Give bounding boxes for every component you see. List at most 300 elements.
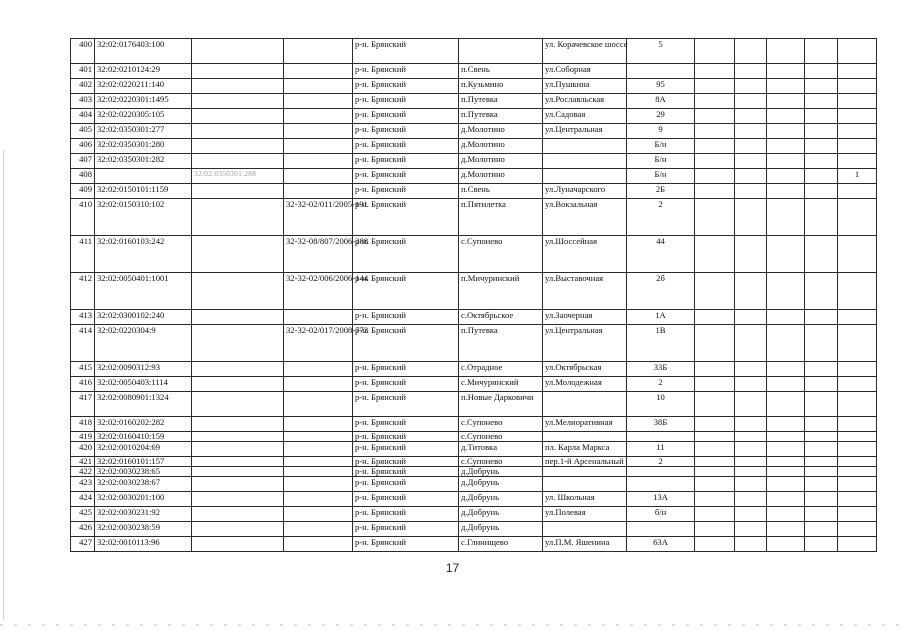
cadastral-number-cell: 32:02:0150310:102 xyxy=(95,199,192,236)
district-cell: р-н. Брянский xyxy=(353,377,459,392)
empty-cell xyxy=(805,377,838,392)
street-cell: ул.Пушкина xyxy=(543,79,627,94)
table-row xyxy=(71,199,877,236)
empty-cell xyxy=(735,432,767,442)
registration-number-cell xyxy=(284,377,353,392)
flag-cell xyxy=(838,417,877,432)
cadastral-number-cell: 32:02:0010204:69 xyxy=(95,442,192,457)
settlement-cell: п.Путевка xyxy=(459,325,543,362)
table-row xyxy=(71,417,877,432)
district-cell: р-н. Брянский xyxy=(353,310,459,325)
flag-cell xyxy=(838,467,877,477)
empty-cell xyxy=(735,184,767,199)
district-cell: р-н. Брянский xyxy=(353,94,459,109)
empty-cell xyxy=(805,64,838,79)
street-cell xyxy=(543,467,627,477)
old-cadastral-number-cell xyxy=(192,377,284,392)
table-row xyxy=(71,169,877,184)
house-number-cell xyxy=(627,522,695,537)
table-row xyxy=(71,139,877,154)
empty-cell xyxy=(735,477,767,492)
flag-cell xyxy=(838,507,877,522)
old-cadastral-number-cell xyxy=(192,139,284,154)
empty-cell xyxy=(767,522,805,537)
page-number: 17 xyxy=(445,561,460,575)
row-number: 419 xyxy=(71,432,95,442)
empty-cell xyxy=(695,273,735,310)
district-cell: р-н. Брянский xyxy=(353,109,459,124)
empty-cell xyxy=(735,79,767,94)
district-cell: р-н. Брянский xyxy=(353,467,459,477)
house-number-cell: 44 xyxy=(627,236,695,273)
house-number-cell: 11 xyxy=(627,442,695,457)
empty-cell xyxy=(695,457,735,467)
settlement-cell: д.Добрунь xyxy=(459,467,543,477)
row-number: 427 xyxy=(71,537,95,552)
empty-cell xyxy=(735,169,767,184)
table-row xyxy=(71,492,877,507)
settlement-cell: д.Молотино xyxy=(459,154,543,169)
table-row xyxy=(71,273,877,310)
registration-number-cell xyxy=(284,492,353,507)
district-cell: р-н. Брянский xyxy=(353,39,459,64)
empty-cell xyxy=(735,139,767,154)
flag-cell xyxy=(838,522,877,537)
street-cell xyxy=(543,432,627,442)
house-number-cell: 9 xyxy=(627,124,695,139)
registration-number-cell xyxy=(284,432,353,442)
empty-cell xyxy=(805,154,838,169)
registration-number-cell xyxy=(284,310,353,325)
registration-number-cell xyxy=(284,442,353,457)
flag-cell xyxy=(838,457,877,467)
old-cadastral-number-cell xyxy=(192,432,284,442)
flag-cell xyxy=(838,362,877,377)
empty-cell xyxy=(735,417,767,432)
district-cell: р-н. Брянский xyxy=(353,392,459,417)
old-cadastral-number-cell xyxy=(192,392,284,417)
settlement-cell: с.Супонево xyxy=(459,432,543,442)
flag-cell xyxy=(838,377,877,392)
flag-cell xyxy=(838,310,877,325)
house-number-cell: 2 xyxy=(627,199,695,236)
cadastral-number-cell: 32:02:0030238:59 xyxy=(95,522,192,537)
row-number: 401 xyxy=(71,64,95,79)
cadastral-number-cell: 32:02:0220211:140 xyxy=(95,79,192,94)
row-number: 413 xyxy=(71,310,95,325)
street-cell: ул.П.М. Яшенина xyxy=(543,537,627,552)
flag-cell xyxy=(838,109,877,124)
empty-cell xyxy=(695,522,735,537)
row-number: 408 xyxy=(71,169,95,184)
settlement-cell: с.Супонево xyxy=(459,457,543,467)
street-cell xyxy=(543,522,627,537)
settlement-cell: д.Добрунь xyxy=(459,507,543,522)
table-row xyxy=(71,236,877,273)
table-row xyxy=(71,325,877,362)
cadastral-number-cell: 32:02:0220301:1495 xyxy=(95,94,192,109)
old-cadastral-number-cell xyxy=(192,273,284,310)
empty-cell xyxy=(805,184,838,199)
street-cell: ул.Мелиоративная xyxy=(543,417,627,432)
empty-cell xyxy=(805,432,838,442)
district-cell: р-н. Брянский xyxy=(353,507,459,522)
registration-number-cell xyxy=(284,169,353,184)
district-cell: р-н. Брянский xyxy=(353,522,459,537)
district-cell: р-н. Брянский xyxy=(353,537,459,552)
empty-cell xyxy=(767,432,805,442)
table-row xyxy=(71,154,877,169)
house-number-cell xyxy=(627,467,695,477)
old-cadastral-number-cell xyxy=(192,467,284,477)
old-cadastral-number-cell xyxy=(192,39,284,64)
cadastral-number-cell: 32:02:0160103:242 xyxy=(95,236,192,273)
registration-number-cell xyxy=(284,392,353,417)
empty-cell xyxy=(805,169,838,184)
empty-cell xyxy=(767,94,805,109)
cadastral-number-cell: 32:02:0030238:65 xyxy=(95,467,192,477)
empty-cell xyxy=(767,417,805,432)
empty-cell xyxy=(695,477,735,492)
house-number-cell: б/н xyxy=(627,507,695,522)
flag-cell xyxy=(838,124,877,139)
district-cell: р-н. Брянский xyxy=(353,169,459,184)
row-number: 416 xyxy=(71,377,95,392)
empty-cell xyxy=(735,94,767,109)
flag-cell xyxy=(838,273,877,310)
old-cadastral-number-cell xyxy=(192,109,284,124)
empty-cell xyxy=(805,310,838,325)
district-cell: р-н. Брянский xyxy=(353,199,459,236)
empty-cell xyxy=(767,325,805,362)
empty-cell xyxy=(767,507,805,522)
street-cell: ул.Центральная xyxy=(543,124,627,139)
old-cadastral-number-cell xyxy=(192,442,284,457)
registration-number-cell xyxy=(284,362,353,377)
empty-cell xyxy=(805,457,838,467)
registration-number-cell xyxy=(284,154,353,169)
flag-cell xyxy=(838,392,877,417)
row-number: 421 xyxy=(71,457,95,467)
district-cell: р-н. Брянский xyxy=(353,79,459,94)
empty-cell xyxy=(735,64,767,79)
cadastral-number-cell: 32:02:0220305:105 xyxy=(95,109,192,124)
district-cell: р-н. Брянский xyxy=(353,273,459,310)
cadastral-number-cell: 32:02:0350301:280 xyxy=(95,139,192,154)
street-cell: ул.Центральная xyxy=(543,325,627,362)
street-cell: пер.1-й Арсенальный xyxy=(543,457,627,467)
district-cell: р-н. Брянский xyxy=(353,154,459,169)
old-cadastral-number-cell xyxy=(192,154,284,169)
old-cadastral-number-cell xyxy=(192,124,284,139)
settlement-cell: п.Путевка xyxy=(459,109,543,124)
registration-number-cell xyxy=(284,507,353,522)
settlement-cell: д.Молотино xyxy=(459,169,543,184)
empty-cell xyxy=(695,537,735,552)
table-row xyxy=(71,79,877,94)
empty-cell xyxy=(695,39,735,64)
old-cadastral-number-cell xyxy=(192,417,284,432)
house-number-cell xyxy=(627,64,695,79)
cadastral-number-cell: 32:02:0030231:92 xyxy=(95,507,192,522)
old-cadastral-number-cell xyxy=(192,64,284,79)
street-cell: ул.Садовая xyxy=(543,109,627,124)
house-number-cell: 13А xyxy=(627,492,695,507)
row-number: 418 xyxy=(71,417,95,432)
settlement-cell: д.Добрунь xyxy=(459,492,543,507)
empty-cell xyxy=(805,362,838,377)
empty-cell xyxy=(767,109,805,124)
table-row xyxy=(71,109,877,124)
empty-cell xyxy=(735,377,767,392)
street-cell: ул.Полевая xyxy=(543,507,627,522)
cadastral-number-cell xyxy=(95,169,192,184)
empty-cell xyxy=(695,492,735,507)
empty-cell xyxy=(695,507,735,522)
settlement-cell: с.Глинищево xyxy=(459,537,543,552)
flag-cell xyxy=(838,64,877,79)
street-cell: ул.Луначарского xyxy=(543,184,627,199)
empty-cell xyxy=(695,432,735,442)
settlement-cell: п.Свень xyxy=(459,64,543,79)
cadastral-number-cell: 32:02:0350301:277 xyxy=(95,124,192,139)
house-number-cell: Б/н xyxy=(627,154,695,169)
settlement-cell: п.Свень xyxy=(459,184,543,199)
old-cadastral-number-cell xyxy=(192,325,284,362)
settlement-cell: д.Добрунь xyxy=(459,477,543,492)
registration-number-cell: 32-32-02/017/2008-773 xyxy=(284,325,353,362)
row-number: 412 xyxy=(71,273,95,310)
house-number-cell xyxy=(627,477,695,492)
old-cadastral-number-cell xyxy=(192,236,284,273)
street-cell: ул. Школьная xyxy=(543,492,627,507)
house-number-cell xyxy=(627,432,695,442)
empty-cell xyxy=(767,124,805,139)
street-cell: ул. Корачевское шоссе xyxy=(543,39,627,64)
empty-cell xyxy=(767,236,805,273)
table-row xyxy=(71,184,877,199)
row-number: 426 xyxy=(71,522,95,537)
house-number-cell: 29 xyxy=(627,109,695,124)
registration-number-cell xyxy=(284,139,353,154)
empty-cell xyxy=(695,362,735,377)
flag-cell xyxy=(838,199,877,236)
settlement-cell: п.Новые Дарковичи xyxy=(459,392,543,417)
flag-cell xyxy=(838,432,877,442)
empty-cell xyxy=(735,109,767,124)
registration-number-cell xyxy=(284,79,353,94)
old-cadastral-number-cell xyxy=(192,362,284,377)
property-register-table xyxy=(70,38,877,552)
old-cadastral-number-cell xyxy=(192,477,284,492)
empty-cell xyxy=(767,492,805,507)
cadastral-number-cell: 32:02:0010113:96 xyxy=(95,537,192,552)
empty-cell xyxy=(767,79,805,94)
row-number: 411 xyxy=(71,236,95,273)
cadastral-number-cell: 32:02:0090312:93 xyxy=(95,362,192,377)
empty-cell xyxy=(767,169,805,184)
empty-cell xyxy=(767,184,805,199)
table-row xyxy=(71,457,877,467)
flag-cell xyxy=(838,442,877,457)
empty-cell xyxy=(805,109,838,124)
row-number: 406 xyxy=(71,139,95,154)
settlement-cell: д.Титовка xyxy=(459,442,543,457)
empty-cell xyxy=(735,492,767,507)
district-cell: р-н. Брянский xyxy=(353,457,459,467)
empty-cell xyxy=(695,392,735,417)
street-cell xyxy=(543,169,627,184)
empty-cell xyxy=(695,124,735,139)
empty-cell xyxy=(695,325,735,362)
settlement-cell: п.Кузьмино xyxy=(459,79,543,94)
cadastral-number-cell: 32:02:0080901:1324 xyxy=(95,392,192,417)
empty-cell xyxy=(767,154,805,169)
flag-cell: 1 xyxy=(838,169,877,184)
district-cell: р-н. Брянский xyxy=(353,492,459,507)
empty-cell xyxy=(695,377,735,392)
street-cell: ул.Вокзальная xyxy=(543,199,627,236)
empty-cell xyxy=(805,236,838,273)
empty-cell xyxy=(695,199,735,236)
empty-cell xyxy=(805,417,838,432)
empty-cell xyxy=(805,492,838,507)
empty-cell xyxy=(735,39,767,64)
district-cell: р-н. Брянский xyxy=(353,432,459,442)
registration-number-cell xyxy=(284,94,353,109)
flag-cell xyxy=(838,184,877,199)
row-number: 424 xyxy=(71,492,95,507)
empty-cell xyxy=(695,79,735,94)
empty-cell xyxy=(767,392,805,417)
flag-cell xyxy=(838,236,877,273)
settlement-cell: п.Путевка xyxy=(459,94,543,109)
flag-cell xyxy=(838,79,877,94)
settlement-cell: п.Мичуринский xyxy=(459,273,543,310)
empty-cell xyxy=(735,124,767,139)
empty-cell xyxy=(735,199,767,236)
empty-cell xyxy=(805,507,838,522)
empty-cell xyxy=(735,522,767,537)
settlement-cell: д.Добрунь xyxy=(459,522,543,537)
empty-cell xyxy=(767,310,805,325)
old-cadastral-number-cell xyxy=(192,199,284,236)
empty-cell xyxy=(735,236,767,273)
registration-number-cell xyxy=(284,522,353,537)
row-number: 417 xyxy=(71,392,95,417)
row-number: 402 xyxy=(71,79,95,94)
registration-number-cell xyxy=(284,109,353,124)
empty-cell xyxy=(767,457,805,467)
registration-number-cell xyxy=(284,184,353,199)
flag-cell xyxy=(838,477,877,492)
empty-cell xyxy=(695,442,735,457)
old-cadastral-number-cell xyxy=(192,522,284,537)
district-cell: р-н. Брянский xyxy=(353,477,459,492)
row-number: 404 xyxy=(71,109,95,124)
empty-cell xyxy=(695,169,735,184)
house-number-cell: 2Б xyxy=(627,184,695,199)
scan-edge-shadow xyxy=(3,150,4,620)
cadastral-number-cell: 32:02:0176403:100 xyxy=(95,39,192,64)
cadastral-number-cell: 32:02:0050403:1114 xyxy=(95,377,192,392)
empty-cell xyxy=(767,442,805,457)
empty-cell xyxy=(767,273,805,310)
empty-cell xyxy=(735,392,767,417)
district-cell: р-н. Брянский xyxy=(353,325,459,362)
district-cell: р-н. Брянский xyxy=(353,184,459,199)
old-cadastral-number-cell xyxy=(192,94,284,109)
registration-number-cell xyxy=(284,467,353,477)
empty-cell xyxy=(805,94,838,109)
settlement-cell: с.Супонево xyxy=(459,417,543,432)
table-row xyxy=(71,39,877,64)
district-cell: р-н. Брянский xyxy=(353,236,459,273)
empty-cell xyxy=(805,199,838,236)
table-row xyxy=(71,377,877,392)
street-cell: ул.Соборная xyxy=(543,64,627,79)
empty-cell xyxy=(695,154,735,169)
cadastral-number-cell: 32:02:0160410:159 xyxy=(95,432,192,442)
flag-cell xyxy=(838,139,877,154)
registration-number-cell xyxy=(284,477,353,492)
row-number: 414 xyxy=(71,325,95,362)
scan-artifact-line xyxy=(0,624,905,626)
empty-cell xyxy=(805,273,838,310)
settlement-cell: п.Пятилетка xyxy=(459,199,543,236)
district-cell: р-н. Брянский xyxy=(353,417,459,432)
table-row xyxy=(71,94,877,109)
street-cell: ул.Шоссейная xyxy=(543,236,627,273)
table-row xyxy=(71,124,877,139)
table-row xyxy=(71,442,877,457)
empty-cell xyxy=(805,537,838,552)
empty-cell xyxy=(735,507,767,522)
table-row xyxy=(71,537,877,552)
row-number: 405 xyxy=(71,124,95,139)
empty-cell xyxy=(805,467,838,477)
row-number: 400 xyxy=(71,39,95,64)
house-number-cell: 2 xyxy=(627,457,695,467)
old-cadastral-number-cell xyxy=(192,79,284,94)
row-number: 410 xyxy=(71,199,95,236)
settlement-cell: с.Октябрьское xyxy=(459,310,543,325)
empty-cell xyxy=(695,417,735,432)
table-row xyxy=(71,362,877,377)
empty-cell xyxy=(767,537,805,552)
old-cadastral-number-cell xyxy=(192,537,284,552)
settlement-cell: д.Молотино xyxy=(459,139,543,154)
house-number-cell: 1А xyxy=(627,310,695,325)
table-row xyxy=(71,507,877,522)
old-cadastral-number-cell xyxy=(192,184,284,199)
empty-cell xyxy=(735,154,767,169)
row-number: 407 xyxy=(71,154,95,169)
house-number-cell: 63А xyxy=(627,537,695,552)
cadastral-number-cell: 32:02:0030238:67 xyxy=(95,477,192,492)
flag-cell xyxy=(838,39,877,64)
flag-cell xyxy=(838,325,877,362)
street-cell: пл. Карла Маркса xyxy=(543,442,627,457)
empty-cell xyxy=(805,477,838,492)
row-number: 425 xyxy=(71,507,95,522)
table-row xyxy=(71,522,877,537)
row-number: 423 xyxy=(71,477,95,492)
district-cell: р-н. Брянский xyxy=(353,362,459,377)
street-cell xyxy=(543,392,627,417)
table-row xyxy=(71,477,877,492)
settlement-cell: д.Молотино xyxy=(459,124,543,139)
